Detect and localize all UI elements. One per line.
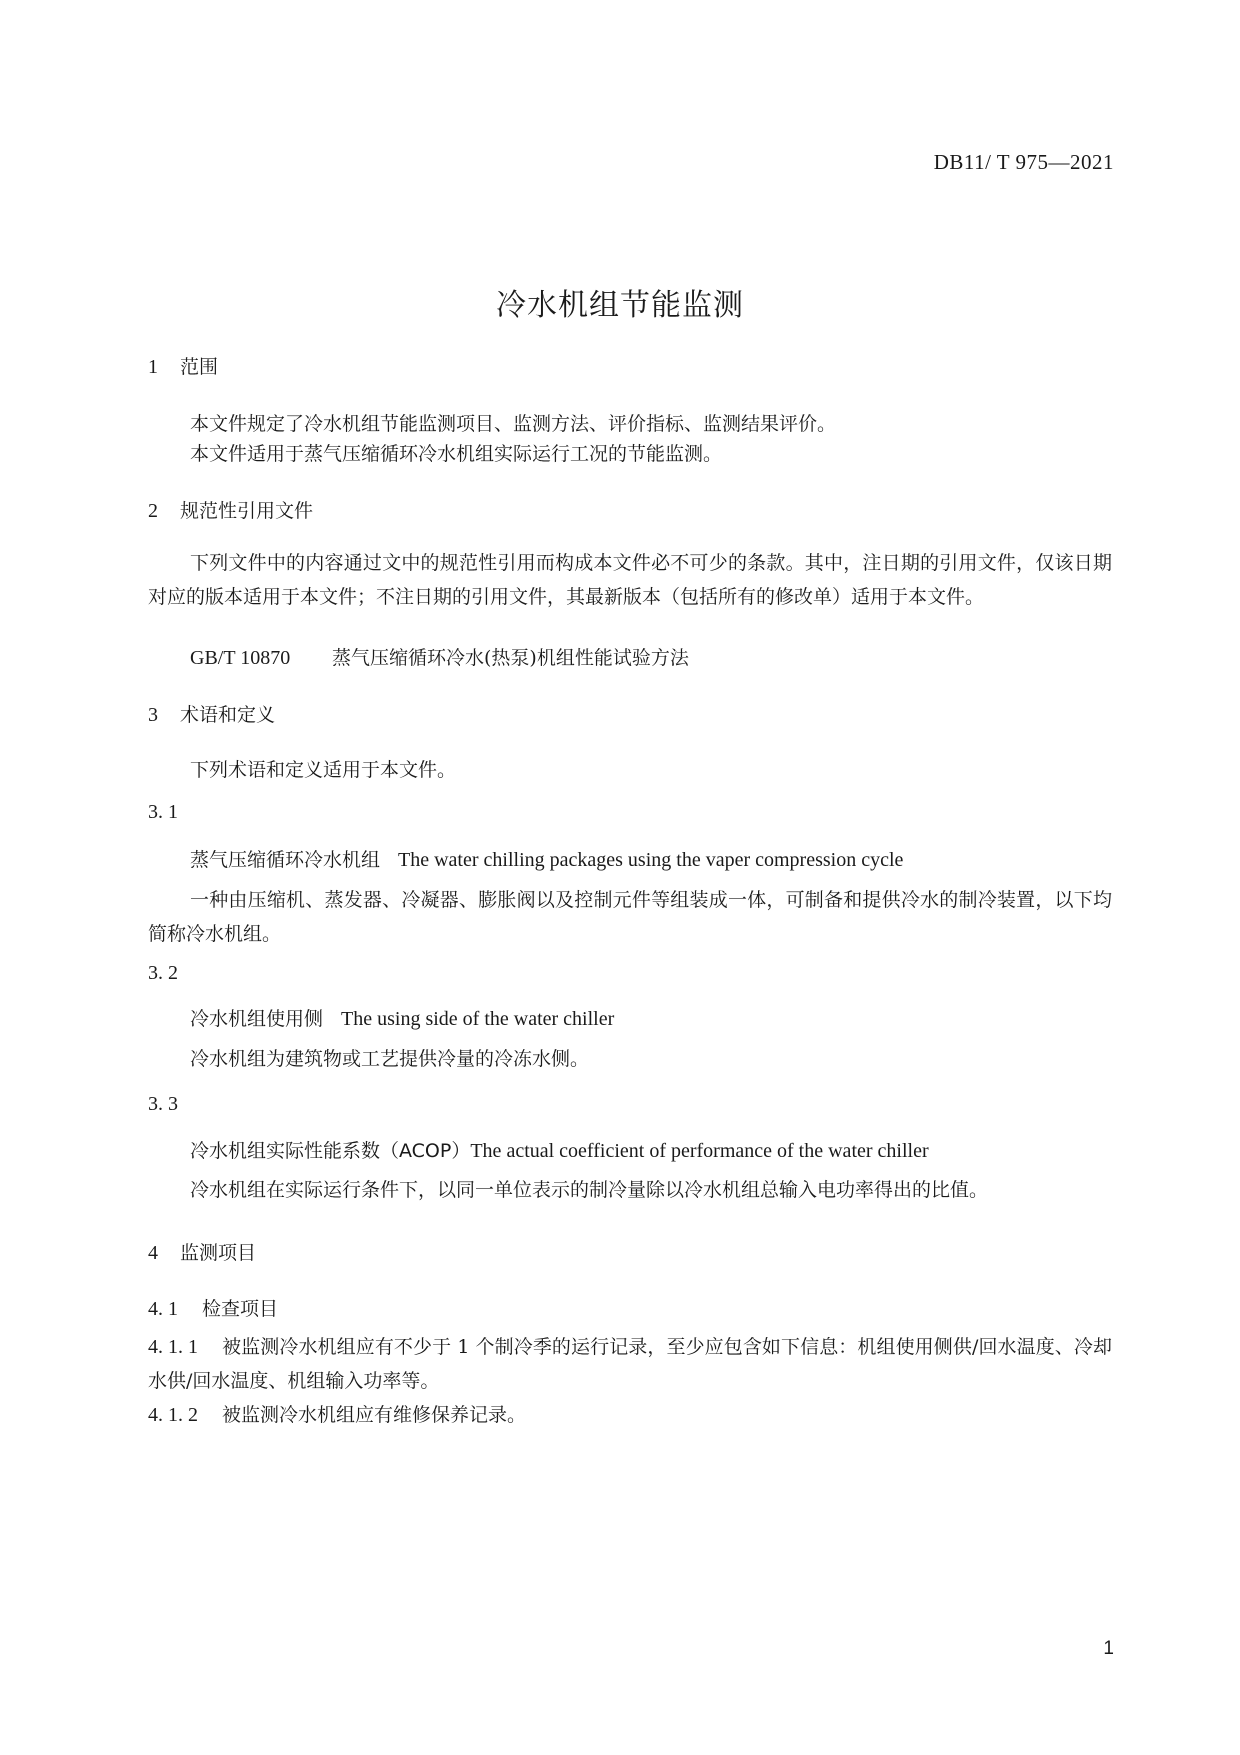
clause-4-1-1: [148, 1330, 1112, 1398]
term-chinese: 冷水机组实际性能系数（ACOP）: [190, 1140, 471, 1162]
term-english: The actual coefficient of performance of the water chiller: [470, 1140, 929, 1162]
subsection-4-1-heading: [148, 1294, 278, 1321]
section-title: 范围: [180, 356, 219, 378]
term-chinese: 冷水机组使用侧: [190, 1008, 324, 1030]
section-title: 监测项目: [180, 1242, 257, 1264]
section-title: 规范性引用文件: [180, 500, 314, 522]
clause-4-1-2: [148, 1398, 1112, 1432]
reference-title: 蒸气压缩循环冷水(热泵)机组性能试验方法: [332, 647, 689, 669]
section-4-heading: [148, 1238, 256, 1265]
document-title: 冷水机组节能监测: [496, 288, 744, 323]
term-english: The using side of the water chiller: [341, 1008, 615, 1030]
section-number: 3: [148, 704, 158, 726]
section-number: 2: [148, 500, 158, 522]
section-1-paragraph-2: 本文件适用于蒸气压缩循环冷水机组实际运行工况的节能监测。: [190, 443, 723, 465]
section-title: 术语和定义: [180, 704, 276, 726]
subsection-title: 检查项目: [202, 1298, 279, 1320]
clause-number: 4. 1. 2: [148, 1404, 198, 1426]
page-number: 1: [1103, 1638, 1114, 1659]
clause-text: 被监测冷水机组应有不少于 1 个制冷季的运行记录，至少应包含如下信息：机组使用侧供/回水温度、冷却水供/回水温度、机组输入功率等。: [148, 1336, 1112, 1392]
clause-number: 4. 1. 1: [148, 1336, 198, 1358]
term-number: 3. 3: [148, 1093, 178, 1115]
normative-reference: [190, 641, 689, 675]
clause-text: 被监测冷水机组应有维修保养记录。: [222, 1404, 527, 1426]
term-english: The water chilling packages using the vaper compression cycle: [398, 849, 904, 871]
section-3-heading: [148, 700, 275, 727]
section-2-paragraph: 下列文件中的内容通过文中的规范性引用而构成本文件必不可少的条款。其中，注日期的引用文件，仅该日期对应的版本适用于本文件；不注日期的引用文件，其最新版本（包括所有的修改单）适用于本文件。: [148, 552, 1112, 608]
term-heading: [190, 845, 903, 872]
term-number: 3. 2: [148, 962, 178, 984]
section-1-paragraph-1: 本文件规定了冷水机组节能监测项目、监测方法、评价指标、监测结果评价。: [190, 413, 837, 435]
section-2-heading: [148, 496, 313, 523]
term-definition: 一种由压缩机、蒸发器、冷凝器、膨胀阀以及控制元件等组装成一体，可制备和提供冷水的制冷装置，以下均简称冷水机组。: [148, 889, 1112, 945]
term-number: 3. 1: [148, 801, 178, 823]
term-definition: 冷水机组为建筑物或工艺提供冷量的冷冻水侧。: [190, 1048, 590, 1070]
standard-number: DB11/ T 975—2021: [933, 150, 1114, 174]
reference-code: GB/T 10870: [190, 647, 291, 669]
term-definition: 冷水机组在实际运行条件下，以同一单位表示的制冷量除以冷水机组总输入电功率得出的比值。: [190, 1179, 989, 1201]
term-chinese: 蒸气压缩循环冷水机组: [190, 849, 381, 871]
section-number: 1: [148, 356, 158, 378]
term-heading: [190, 1004, 614, 1031]
section-number: 4: [148, 1242, 158, 1264]
section-1-heading: [148, 352, 218, 379]
term-heading: [190, 1136, 929, 1163]
section-3-intro: 下列术语和定义适用于本文件。: [190, 759, 457, 781]
subsection-number: 4. 1: [148, 1298, 178, 1320]
